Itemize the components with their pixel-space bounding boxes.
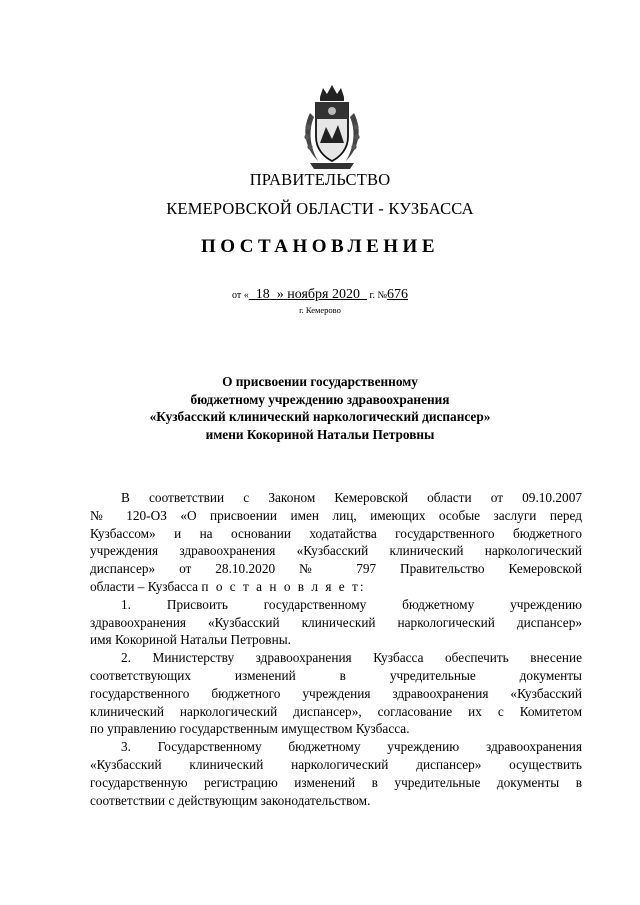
body-line: соответствующих изменений в учредительные документы bbox=[90, 667, 582, 683]
date-close: » bbox=[276, 287, 284, 302]
body-line: области – Кузбасса п о с т а н о в л я е т: bbox=[90, 578, 366, 594]
title-line: «Кузбасский клинический наркологический диспансер» bbox=[149, 409, 491, 424]
date-number-row bbox=[0, 287, 640, 303]
body-line: «Кузбасский клинический наркологический диспансер» осуществить bbox=[90, 756, 582, 772]
document-body bbox=[90, 489, 582, 809]
title-line: О присвоении государственному bbox=[222, 374, 418, 389]
body-line: В соответствии с Законом Кемеровской области от 09.10.2007 bbox=[121, 490, 582, 505]
date-year-suffix: г. bbox=[369, 290, 375, 301]
document-number: 676 bbox=[387, 287, 408, 302]
body-line: здравоохранения «Кузбасский клинический наркологический диспансер» bbox=[90, 614, 582, 630]
body-line: государственного бюджетного учреждения здравоохранения «Кузбасский bbox=[90, 685, 582, 701]
body-line: Кузбассом» и на основании ходатайства государственного бюджетного bbox=[90, 525, 582, 541]
kuzbass-coat-of-arms-icon bbox=[296, 83, 368, 171]
document-title bbox=[0, 373, 640, 443]
body-line: имя Кокориной Натальи Петровны. bbox=[90, 632, 291, 648]
body-line: 2. Министерству здравоохранения Кузбасса обеспечить внесение bbox=[121, 650, 582, 666]
body-line: клинический наркологический диспансер», согласование их с Комитетом bbox=[90, 703, 582, 719]
document-type: ПОСТАНОВЛЕНИЕ bbox=[200, 236, 440, 257]
number-label: № bbox=[377, 290, 387, 301]
government-name-line2: КЕМЕРОВСКОЙ ОБЛАСТИ - КУЗБАССА bbox=[166, 199, 474, 218]
title-line: имени Кокориной Натальи Петровны bbox=[205, 426, 435, 442]
body-line: № 120-ОЗ «О присвоении имен лиц, имеющих особые заслуги перед bbox=[90, 507, 582, 523]
body-line: 3. Государственному бюджетному учреждению здравоохранения bbox=[121, 739, 582, 755]
body-line: диспансер» от 28.10.2020 № 797 Правительство Кемеровской bbox=[90, 561, 582, 577]
body-line: по управлению государственным имуществом Кузбасса. bbox=[90, 721, 410, 737]
resolves-word: п о с т а н о в л я е т: bbox=[201, 578, 366, 594]
title-line: бюджетному учреждению здравоохранения bbox=[190, 391, 450, 407]
body-line: учреждения здравоохранения «Кузбасский клинический наркологический bbox=[90, 543, 582, 559]
body-line: государственную регистрацию изменений в учредительные документы в bbox=[90, 774, 582, 790]
government-name-line1: ПРАВИТЕЛЬСТВО bbox=[249, 170, 391, 189]
body-line: 1. Присвоить государственному бюджетному учреждению bbox=[121, 596, 582, 612]
date-prefix: от « bbox=[231, 290, 249, 301]
city: г. Кемерово bbox=[299, 305, 341, 315]
body-line: соответствии с действующим законодательством. bbox=[90, 792, 371, 808]
date-month-year: ноября 2020 bbox=[287, 287, 360, 302]
date-day: 18 » bbox=[255, 287, 284, 302]
